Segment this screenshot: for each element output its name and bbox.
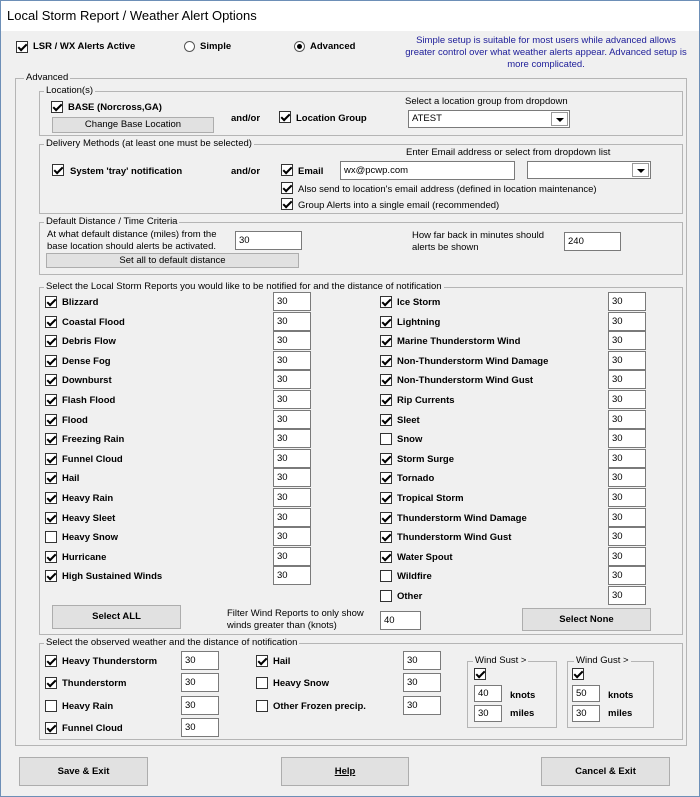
lsr-left-item-checkbox[interactable] — [45, 335, 57, 347]
delivery-andor-label: and/or — [231, 166, 261, 177]
lsr-right-item-distance-input[interactable]: 30 — [608, 292, 646, 311]
lsr-right-item-label: Lightning — [397, 316, 441, 328]
wind-gust-miles-input[interactable]: 30 — [572, 705, 600, 722]
default-distance-input[interactable]: 30 — [235, 231, 302, 250]
lsr-right-item-checkbox[interactable] — [380, 590, 392, 602]
lsr-left-item-label: Funnel Cloud — [62, 453, 123, 465]
window-title: Local Storm Report / Weather Alert Options — [7, 8, 257, 23]
observed-item-checkbox[interactable] — [256, 677, 268, 689]
observed-item-distance-input[interactable]: 30 — [181, 696, 219, 715]
advanced-radio[interactable] — [294, 41, 305, 52]
lsr-left-item-distance-input[interactable]: 30 — [273, 410, 311, 429]
lsr-left-item-checkbox[interactable] — [45, 453, 57, 465]
lsr-left-item-label: Flood — [62, 414, 88, 426]
select-none-button[interactable]: Select None — [522, 608, 651, 631]
lsr-right-item-distance-input[interactable]: 30 — [608, 312, 646, 331]
observed-item-checkbox[interactable] — [256, 655, 268, 667]
wind-sust-miles-input[interactable]: 30 — [474, 705, 502, 722]
advanced-label: Advanced — [310, 41, 356, 52]
lsr-left-item-checkbox[interactable] — [45, 531, 57, 543]
lsr-right-item-distance-input[interactable]: 30 — [608, 410, 646, 429]
observed-item-label: Hail — [273, 656, 291, 667]
lsr-right-item-checkbox[interactable] — [380, 472, 392, 484]
locations-andor-label: and/or — [231, 113, 261, 124]
lsr-right-item-checkbox[interactable] — [380, 394, 392, 406]
lsr-left-item-distance-input[interactable]: 30 — [273, 508, 311, 527]
observed-item-distance-input[interactable]: 30 — [403, 651, 441, 670]
lsr-right-item-checkbox[interactable] — [380, 374, 392, 386]
observed-item-checkbox[interactable] — [45, 722, 57, 734]
observed-item-checkbox[interactable] — [45, 655, 57, 667]
lsr-left-item-distance-input[interactable]: 30 — [273, 566, 311, 585]
email-input[interactable]: wx@pcwp.com — [340, 161, 515, 180]
help-button-label: Help — [334, 766, 356, 777]
lsr-right-item-distance-input[interactable]: 30 — [608, 508, 646, 527]
lsr-left-item-label: Heavy Sleet — [62, 512, 116, 524]
observed-item-checkbox[interactable] — [45, 677, 57, 689]
lsr-right-item-label: Thunderstorm Wind Damage — [397, 512, 527, 524]
cancel-exit-button[interactable]: Cancel & Exit — [541, 757, 670, 786]
wind-sust-knots-label: knots — [510, 690, 536, 701]
lsr-left-item-distance-input[interactable]: 30 — [273, 527, 311, 546]
lsr-right-item-distance-input[interactable]: 30 — [608, 566, 646, 585]
email-label: Email — [298, 166, 324, 177]
lsr-left-item-label: Debris Flow — [62, 336, 116, 348]
lsr-right-item-distance-input[interactable]: 30 — [608, 449, 646, 468]
alerts-active-checkbox[interactable] — [16, 41, 28, 53]
lsr-left-item-label: High Sustained Winds — [62, 571, 163, 583]
lsr-left-item-distance-input[interactable]: 30 — [273, 331, 311, 350]
title-bar — [1, 1, 699, 31]
wind-sust-miles-label: miles — [510, 708, 535, 719]
lsr-left-item-checkbox[interactable] — [45, 414, 57, 426]
lsr-right-item-distance-input[interactable]: 30 — [608, 351, 646, 370]
lsr-right-item-checkbox[interactable] — [380, 316, 392, 328]
criteria-group-title: Default Distance / Time Criteria — [46, 216, 178, 227]
lsr-left-item-distance-input[interactable]: 30 — [273, 351, 311, 370]
lsr-right-item-distance-input[interactable]: 30 — [608, 527, 646, 546]
lsr-left-item-label: Hurricane — [62, 551, 107, 563]
email-checkbox[interactable] — [281, 164, 293, 176]
time-prompt-line1: How far back in minutes should — [412, 230, 545, 241]
lsr-left-item-label: Flash Flood — [62, 395, 116, 406]
lsr-left-item-distance-input[interactable]: 30 — [273, 312, 311, 331]
lsr-left-item-label: Dense Fog — [62, 355, 111, 367]
lsr-right-item-label: Snow — [397, 434, 423, 446]
wind-gust-title: Wind Gust > — [576, 655, 629, 666]
location-group-label: Location Group — [296, 113, 367, 124]
wind-gust-miles-label: miles — [608, 708, 633, 719]
group-alerts-label: Group Alerts into a single email (recommended) — [298, 200, 500, 211]
lsr-right-item-checkbox[interactable] — [380, 453, 392, 465]
filter-wind-label-line2: winds greater than (knots) — [227, 620, 337, 631]
distance-prompt-line2: base location should alerts be activated. — [47, 241, 216, 252]
mode-note: Simple setup is suitable for most users while advanced allows greater control over what weather alerts appear. Advanced setup is more complicated. — [405, 35, 687, 70]
lsr-right-item-label: Non-Thunderstorm Wind Damage — [397, 355, 549, 367]
observed-item-distance-input[interactable]: 30 — [403, 696, 441, 715]
location-group-dropdown[interactable] — [408, 110, 570, 128]
save-exit-button[interactable]: Save & Exit — [19, 757, 148, 786]
lsr-right-item-checkbox[interactable] — [380, 355, 392, 367]
wind-sust-title: Wind Sust > — [475, 655, 527, 666]
alerts-active-label: LSR / WX Alerts Active — [33, 41, 136, 52]
chevron-down-icon[interactable] — [551, 112, 568, 126]
lsr-right-item-checkbox[interactable] — [380, 512, 392, 524]
observed-item-label: Thunderstorm — [62, 678, 127, 690]
observed-item-label: Other Frozen precip. — [273, 700, 366, 712]
lsr-left-item-distance-input[interactable]: 30 — [273, 429, 311, 448]
lsr-left-item-label: Downburst — [62, 375, 112, 387]
chevron-down-icon[interactable] — [632, 163, 649, 177]
lsr-right-item-checkbox[interactable] — [380, 296, 392, 308]
wind-gust-knots-input[interactable]: 50 — [572, 685, 600, 702]
distance-prompt-line1: At what default distance (miles) from the — [47, 229, 217, 240]
lsr-left-item-checkbox[interactable] — [45, 394, 57, 406]
simple-label: Simple — [200, 41, 232, 52]
lsr-right-item-checkbox[interactable] — [380, 570, 392, 582]
lsr-left-item-checkbox[interactable] — [45, 551, 57, 563]
lsr-left-item-checkbox[interactable] — [45, 296, 57, 308]
lsr-right-item-label: Sleet — [397, 414, 420, 426]
location-group-prompt: Select a location group from dropdown — [405, 96, 568, 107]
lsr-left-item-checkbox[interactable] — [45, 433, 57, 445]
lsr-right-item-label: Storm Surge — [397, 453, 455, 465]
time-prompt-line2: alerts be shown — [412, 242, 479, 253]
lsr-right-item-checkbox[interactable] — [380, 433, 392, 445]
filter-wind-label-line1: Filter Wind Reports to only show — [227, 608, 364, 619]
locations-group-title: Location(s) — [46, 85, 93, 96]
observed-item-checkbox[interactable] — [256, 700, 268, 712]
wind-sust-checkbox[interactable] — [474, 668, 486, 680]
tray-notification-checkbox[interactable] — [52, 164, 64, 176]
lsr-right-item-label: Tropical Storm — [397, 493, 464, 504]
lsr-right-item-distance-input[interactable]: 30 — [608, 547, 646, 566]
lsr-right-item-label: Other — [397, 591, 423, 602]
lsr-right-item-label: Ice Storm — [397, 297, 441, 308]
lsr-left-item-distance-input[interactable]: 30 — [273, 390, 311, 409]
observed-item-label: Heavy Rain — [62, 700, 114, 712]
lsr-left-item-checkbox[interactable] — [45, 472, 57, 484]
lsr-right-item-label: Water Spout — [397, 551, 453, 563]
change-base-location-button[interactable]: Change Base Location — [52, 117, 214, 133]
base-location-checkbox[interactable] — [51, 101, 63, 113]
lsr-right-item-checkbox[interactable] — [380, 551, 392, 563]
observed-item-distance-input[interactable]: 30 — [181, 673, 219, 692]
lsr-left-item-checkbox[interactable] — [45, 512, 57, 524]
lsr-left-item-checkbox[interactable] — [45, 374, 57, 386]
lsr-left-item-checkbox[interactable] — [45, 355, 57, 367]
lsr-left-item-distance-input[interactable]: 30 — [273, 449, 311, 468]
lsr-left-item-label: Blizzard — [62, 297, 99, 308]
also-send-checkbox[interactable] — [281, 182, 293, 194]
lsr-left-item-distance-input[interactable]: 30 — [273, 488, 311, 507]
lsr-right-item-distance-input[interactable]: 30 — [608, 331, 646, 350]
lsr-right-item-checkbox[interactable] — [380, 531, 392, 543]
observed-item-distance-input[interactable]: 30 — [403, 673, 441, 692]
lsr-left-item-checkbox[interactable] — [45, 570, 57, 582]
observed-group-title: Select the observed weather and the distance of notification — [46, 637, 298, 648]
lsr-right-item-distance-input[interactable]: 30 — [608, 468, 646, 487]
lsr-left-item-label: Heavy Rain — [62, 493, 114, 504]
help-button[interactable] — [281, 757, 409, 786]
lsr-right-item-label: Thunderstorm Wind Gust — [397, 532, 512, 544]
lsr-right-item-label: Tornado — [397, 473, 435, 485]
lsr-right-item-distance-input[interactable]: 30 — [608, 488, 646, 507]
also-send-label: Also send to location's email address (defined in location maintenance) — [298, 184, 597, 195]
group-alerts-checkbox[interactable] — [281, 198, 293, 210]
lsr-right-item-distance-input[interactable]: 30 — [608, 390, 646, 409]
lsr-right-item-label: Marine Thunderstorm Wind — [397, 336, 521, 348]
lsr-left-item-distance-input[interactable]: 30 — [273, 292, 311, 311]
email-prompt: Enter Email address or select from dropdown list — [406, 147, 611, 158]
lsr-left-item-checkbox[interactable] — [45, 316, 57, 328]
base-location-label: BASE (Norcross,GA) — [68, 102, 162, 113]
lsr-right-item-label: Wildfire — [397, 571, 432, 583]
lsr-right-item-distance-input[interactable]: 30 — [608, 429, 646, 448]
lsr-group — [39, 287, 683, 635]
select-all-button[interactable]: Select ALL — [52, 605, 181, 629]
lsr-left-item-label: Coastal Flood — [62, 316, 125, 328]
lsr-right-item-checkbox[interactable] — [380, 492, 392, 504]
observed-item-label: Heavy Snow — [273, 678, 329, 690]
location-group-value: ATEST — [412, 113, 442, 124]
delivery-group-title: Delivery Methods (at least one must be selected) — [46, 138, 252, 149]
advanced-group-title: Advanced — [26, 72, 69, 83]
observed-item-distance-input[interactable]: 30 — [181, 718, 219, 737]
observed-item-checkbox[interactable] — [45, 700, 57, 712]
lsr-right-item-distance-input[interactable]: 30 — [608, 370, 646, 389]
lsr-right-item-label: Non-Thunderstorm Wind Gust — [397, 375, 534, 387]
lsr-right-item-label: Rip Currents — [397, 395, 455, 406]
lsr-left-item-label: Freezing Rain — [62, 434, 125, 446]
observed-item-label: Heavy Thunderstorm — [62, 656, 158, 667]
location-group-checkbox[interactable] — [279, 111, 291, 123]
filter-wind-knots-input[interactable]: 40 — [380, 611, 421, 630]
observed-item-distance-input[interactable]: 30 — [181, 651, 219, 670]
lsr-left-item-distance-input[interactable]: 30 — [273, 468, 311, 487]
lsr-left-item-distance-input[interactable]: 30 — [273, 547, 311, 566]
time-back-input[interactable]: 240 — [564, 232, 621, 251]
wind-gust-knots-label: knots — [608, 690, 634, 701]
wind-gust-checkbox[interactable] — [572, 668, 584, 680]
email-dropdown[interactable] — [527, 161, 651, 179]
lsr-left-item-label: Heavy Snow — [62, 532, 118, 544]
lsr-left-item-distance-input[interactable]: 30 — [273, 370, 311, 389]
lsr-right-item-distance-input[interactable]: 30 — [608, 586, 646, 605]
tray-notification-label: System 'tray' notification — [70, 166, 183, 177]
set-all-default-button[interactable]: Set all to default distance — [46, 253, 299, 268]
lsr-left-item-checkbox[interactable] — [45, 492, 57, 504]
lsr-right-item-checkbox[interactable] — [380, 414, 392, 426]
simple-radio[interactable] — [184, 41, 195, 52]
lsr-group-title: Select the Local Storm Reports you would like to be notified for and the distance of notification — [46, 281, 442, 292]
wind-sust-knots-input[interactable]: 40 — [474, 685, 502, 702]
lsr-left-item-label: Hail — [62, 473, 80, 485]
observed-item-label: Funnel Cloud — [62, 722, 123, 734]
lsr-right-item-checkbox[interactable] — [380, 335, 392, 347]
